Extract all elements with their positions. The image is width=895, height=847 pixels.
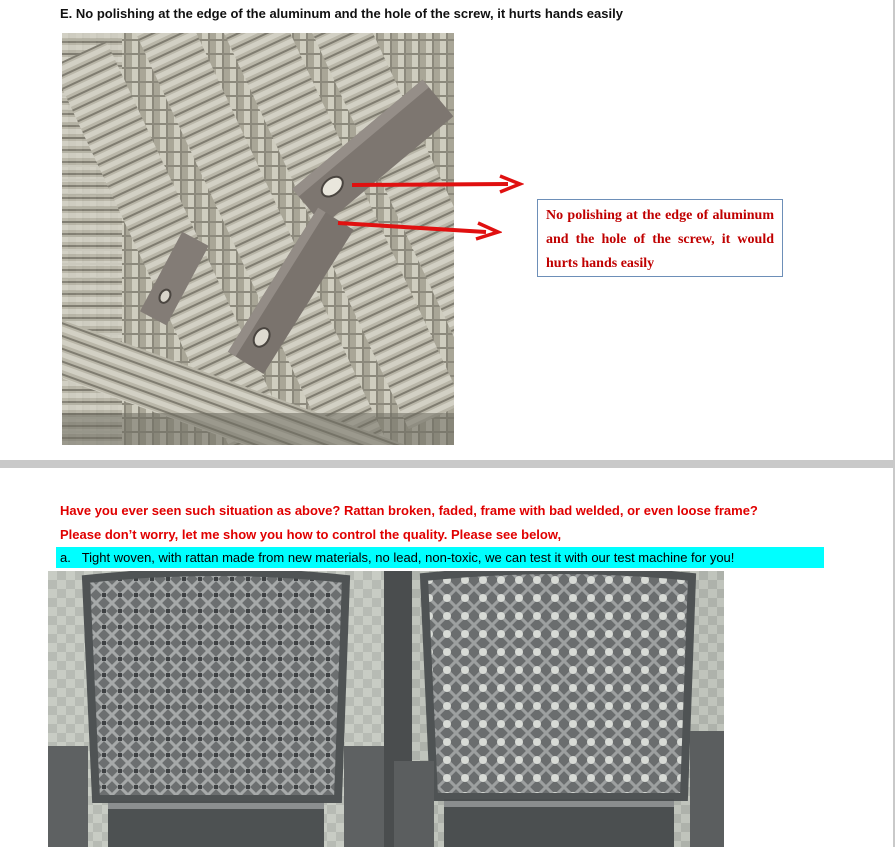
question-text: Have you ever seen such situation as above? Rattan broken, faded, frame with bad welded, or even loose frame? bbox=[60, 503, 758, 518]
chair-back-photo-1 bbox=[48, 571, 384, 847]
list-marker: a. bbox=[60, 550, 71, 565]
list-item-text: Tight woven, with rattan made from new materials, no lead, non-toxic, we can test it with our test machine for you! bbox=[81, 550, 735, 565]
document-page-2 bbox=[0, 468, 893, 847]
section-heading-e: E. No polishing at the edge of the aluminum and the hole of the screw, it hurts hands easily bbox=[60, 6, 623, 21]
highlighted-point-a bbox=[60, 550, 734, 565]
reassurance-text: Please don’t worry, let me show you how to control the quality. Please see below, bbox=[60, 527, 562, 542]
chair-back-photo-2 bbox=[384, 571, 724, 847]
arrow-upper-icon bbox=[350, 174, 524, 194]
arrow-lower-icon bbox=[336, 215, 502, 241]
callout-note: No polishing at the edge of aluminum and the hole of the screw, it would hurts hands easily bbox=[537, 199, 783, 277]
